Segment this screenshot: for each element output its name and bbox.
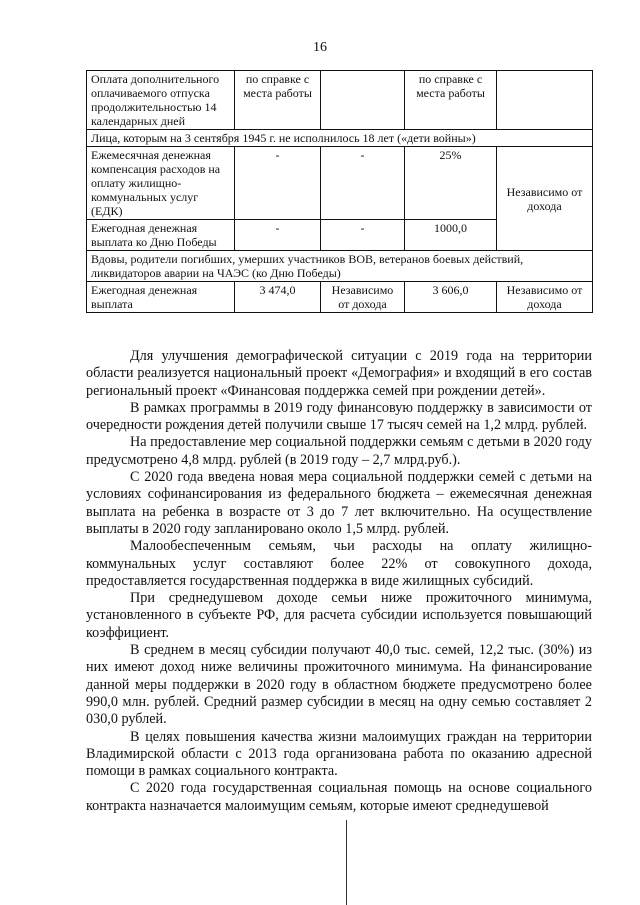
table-cell: Независимо от дохода [321,282,405,313]
page-number: 16 [313,40,327,55]
paragraph: В рамках программы в 2019 году финансовую поддержку в зависимости от очередности рождения детей получили свыше 17 тысяч семей на 1,2 млрд. рублей. [86,399,592,434]
table-cell: - [321,147,405,220]
table-cell [497,71,593,130]
table-cell: - [321,220,405,251]
table-cell-measure: Ежегодная денежная выплата [87,282,235,313]
paragraph: При среднедушевом доходе семьи ниже прожиточного минимума, установленного в субъекте РФ, для расчета субсидии используется повышающий коэффициент. [86,590,592,641]
table-row [87,282,593,313]
paragraph: В среднем в месяц субсидии получают 40,0 тыс. семей, 12,2 тыс. (30%) из них имеют доход ниже величины прожиточного минимума. На финансирование данной меры поддержки в 2020 году в областном бюджете предусмотрено более 990,0 млн. рублей. Средний размер субсидии в месяц на одну семью составляет 2 030,0 рублей. [86,642,592,728]
table-cell-measure: Оплата дополнительного оплачиваемого отпуска продолжительностью 14 календарных дней [87,71,235,130]
table-cell: Независимо от дохода [497,282,593,313]
scan-artifact-line [346,820,347,905]
table-section-title: Лица, которым на 3 сентября 1945 г. не исполнилось 18 лет («дети войны») [87,130,593,147]
paragraph: Малообеспеченным семьям, чьи расходы на оплату жилищно-коммунальных услуг составляют более 22% от совокупного дохода, предоставляется государственная поддержка в виде жилищных субсидий. [86,538,592,589]
table-row [87,147,593,220]
paragraph: С 2020 года введена новая мера социальной поддержки семей с детьми на условиях софинансирования из федерального бюджета – ежемесячная денежная выплата на ребенка в возрасте от 3 до 7 лет включительно. На осуществление выплаты в 2020 году запланировано около 1,5 млрд. рублей. [86,469,592,537]
paragraph: На предоставление мер социальной поддержки семьям с детьми в 2020 году предусмотрено 4,8 млрд. рублей (в 2019 году – 2,7 млрд.руб.). [86,434,592,468]
table-cell: по справке с места работы [235,71,321,130]
table-cell-measure: Ежегодная денежная выплата ко Дню Победы [87,220,235,251]
paragraph: Для улучшения демографической ситуации с 2019 года на территории области реализуется национальный проект «Демография» и входящий в его состав региональный проект «Финансовая поддержка семей при рождении детей». [86,348,592,399]
table-section-row [87,251,593,282]
paragraph: С 2020 года государственная социальная помощь на основе социального контракта назначается малоимущим семьям, которые имеют среднедушевой [86,780,592,814]
table-cell: по справке с места работы [405,71,497,130]
table-section-row [87,130,593,147]
table-cell-measure: Ежемесячная денежная компенсация расходов на оплату жилищно-коммунальных услуг (ЕДК) [87,147,235,220]
table-cell: - [235,147,321,220]
table-row [87,71,593,130]
table-cell: 1000,0 [405,220,497,251]
table-cell: - [235,220,321,251]
table-cell: 3 474,0 [235,282,321,313]
table-cell: 25% [405,147,497,220]
table-cell [321,71,405,130]
benefits-table [86,70,593,313]
table-section-title: Вдовы, родители погибших, умерших участников ВОВ, ветеранов боевых действий, ликвидаторов аварии на ЧАЭС (ко Дню Победы) [87,251,593,282]
table-cell-merged: Независимо от дохода [497,147,593,251]
body-text [86,348,592,815]
table-cell: 3 606,0 [405,282,497,313]
paragraph: В целях повышения качества жизни малоимущих граждан на территории Владимирской области с 2013 года организована работа по оказанию адресной помощи в рамках социального контракта. [86,728,592,780]
